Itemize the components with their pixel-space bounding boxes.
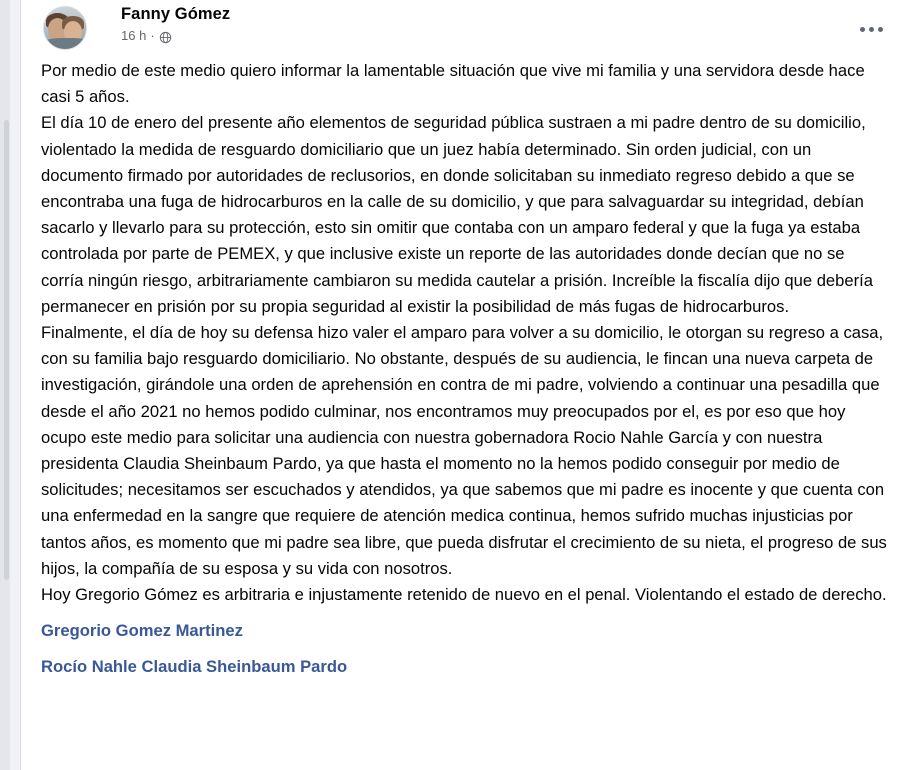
meta-separator: · — [150, 28, 155, 43]
post-paragraph-2: El día 10 de enero del presente año elementos de seguridad pública sustraen a mi padre dentro de su domicilio, violentado la medida de resguardo domiciliario que un juez había determinado. Sin orden judicial, con un documento firmado por autoridades de reclusorios, en donde solicitaban su inmediato regreso debido a que se encontraba una fuga de hidrocarburos en la calle de su domicilio, y que para salvaguardar su integridad, debían sacarlo y llevarlo para su protección, esto sin omitir que contaba con un amparo federal y que la fuga ya estaba controlada por parte de PEMEX, y que inclusive existe un reporte de las autoridades donde decían que no se corría ningún riesgo, arbitrariamente cambiaron su medida cautelar a prisión. Increíble la fiscalía dijo que debería permanecer en prisión por su propia seguridad al existir la posibilidad de más fugas de hidrocarburos. — [41, 113, 873, 316]
post-paragraph-3: Finalmente, el día de hoy su defensa hizo valer el amparo para volver a su domicilio, le otorgan su regreso a casa, con su familia bajo resguardo domiciliario. No obstante, después de su audiencia, le fincan una nueva carpeta de investigación, girándole una orden de aprehensión en contra de mi padre, volviendo a continuar una pesadilla que desde el año 2021 no hemos podido culminar, nos encontramos muy preocupados por el, es por eso que hoy ocupo este medio para solicitar una audiencia con nuestra gobernadora Rocio Nahle García y con nuestra presidenta Claudia Sheinbaum Pardo, ya que hasta el momento no la hemos podido conseguir por medio de solicitudes; necesitamos ser escuchados y atendidos, ya que sabemos que mi padre es inocente y que cuenta con una enfermedad en la sangre que requiere de atención medica continua, hemos sufrido muchas injusticias por tantos años, es momento que mi padre sea libre, que pueda disfrutar el crecimiento de su nieta, el progreso de sus hijos, la compañía de su esposa y su vida con nosotros. — [41, 323, 887, 578]
tag-link-rocio-nahle-claudia-sheinbaum-pardo[interactable]: Rocío Nahle Claudia Sheinbaum Pardo — [41, 657, 348, 677]
post-timestamp[interactable]: 16 h — [121, 28, 147, 43]
author-block — [121, 4, 230, 44]
scrollbar-thumb[interactable] — [4, 120, 9, 580]
ellipsis-icon-dot-3 — [878, 27, 883, 32]
author-name[interactable]: Fanny Gómez — [121, 5, 231, 23]
page-left-rail — [0, 0, 20, 770]
avatar[interactable] — [43, 6, 87, 50]
post-header — [21, 0, 909, 58]
ellipsis-icon-dot-1 — [860, 27, 865, 32]
post-paragraph-4: Hoy Gregorio Gómez es arbitraria e injustamente retenido de nuevo en el penal. Violentando el estado de derecho. — [41, 585, 887, 605]
post-body — [21, 58, 909, 608]
page-left-rail-inner — [10, 0, 20, 770]
globe-icon[interactable] — [159, 31, 172, 44]
post-more-options-button[interactable] — [854, 12, 888, 46]
post-tag-list — [21, 608, 909, 676]
tag-link-gregorio-gomez-martinez[interactable]: Gregorio Gomez Martinez — [41, 621, 243, 641]
post-paragraph-1: Por medio de este medio quiero informar la lamentable situación que vive mi familia y una servidora desde hace casi 5 años. — [41, 61, 865, 107]
avatar-shirt — [43, 38, 87, 50]
ellipsis-icon-dot-2 — [869, 27, 874, 32]
post-card — [20, 0, 909, 770]
post-meta-row — [121, 28, 230, 44]
